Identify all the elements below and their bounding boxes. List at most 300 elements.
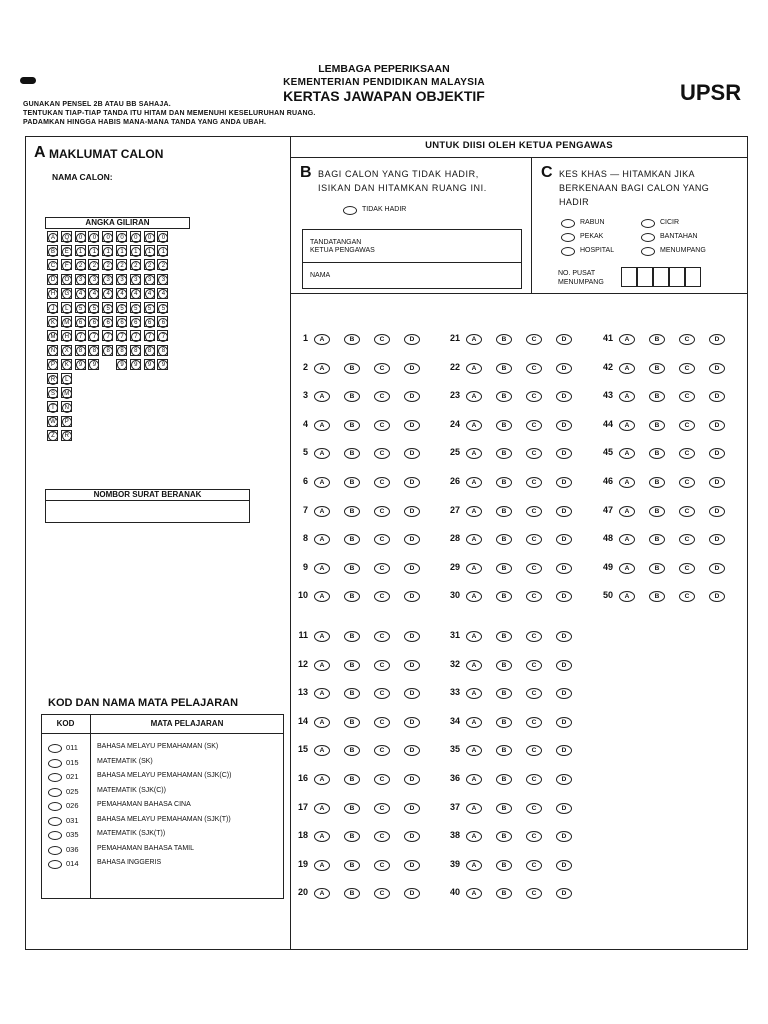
answer-bubble[interactable]: A [314, 534, 330, 545]
angka-bubble[interactable] [88, 330, 99, 341]
answer-bubble[interactable]: C [679, 448, 695, 459]
angka-bubble[interactable] [75, 345, 86, 356]
answer-bubble[interactable]: A [619, 534, 635, 545]
answer-bubble[interactable]: A [314, 591, 330, 602]
answer-bubble[interactable]: C [526, 334, 542, 345]
answer-bubble[interactable]: A [466, 534, 482, 545]
angka-bubble[interactable] [47, 274, 58, 285]
angka-bubble[interactable] [116, 345, 127, 356]
angka-bubble[interactable] [61, 330, 72, 341]
answer-bubble[interactable]: B [344, 660, 360, 671]
answer-bubble[interactable]: C [526, 745, 542, 756]
angka-bubble[interactable] [88, 259, 99, 270]
angka-bubble[interactable] [116, 274, 127, 285]
answer-bubble[interactable]: B [496, 563, 512, 574]
answer-bubble[interactable]: D [404, 391, 420, 402]
answer-bubble[interactable]: A [314, 420, 330, 431]
answer-bubble[interactable]: C [679, 391, 695, 402]
answer-bubble[interactable]: B [496, 745, 512, 756]
answer-bubble[interactable]: B [496, 774, 512, 785]
angka-bubble[interactable] [88, 288, 99, 299]
answer-bubble[interactable]: D [404, 363, 420, 374]
angka-bubble[interactable] [144, 302, 155, 313]
angka-bubble[interactable] [116, 359, 127, 370]
angka-bubble[interactable] [157, 231, 168, 242]
answer-bubble[interactable]: B [344, 888, 360, 899]
angka-bubble[interactable] [130, 245, 141, 256]
angka-bubble[interactable] [157, 302, 168, 313]
answer-bubble[interactable]: B [344, 688, 360, 699]
answer-bubble[interactable]: B [344, 631, 360, 642]
angka-bubble[interactable] [88, 274, 99, 285]
answer-bubble[interactable]: A [466, 591, 482, 602]
answer-bubble[interactable]: C [374, 591, 390, 602]
answer-bubble[interactable]: B [649, 391, 665, 402]
tidak-hadir-bubble[interactable] [343, 206, 357, 215]
answer-bubble[interactable]: B [344, 448, 360, 459]
answer-bubble[interactable]: C [374, 563, 390, 574]
angka-bubble[interactable] [157, 316, 168, 327]
angka-bubble[interactable] [61, 387, 72, 398]
angka-bubble[interactable] [75, 274, 86, 285]
angka-bubble[interactable] [130, 302, 141, 313]
answer-bubble[interactable]: B [649, 420, 665, 431]
angka-bubble[interactable] [144, 274, 155, 285]
angka-bubble[interactable] [157, 259, 168, 270]
answer-bubble[interactable]: B [344, 506, 360, 517]
subject-bubble[interactable] [48, 831, 62, 840]
answer-bubble[interactable]: B [649, 363, 665, 374]
angka-bubble[interactable] [88, 231, 99, 242]
angka-bubble[interactable] [47, 302, 58, 313]
answer-bubble[interactable]: D [556, 391, 572, 402]
answer-bubble[interactable]: C [374, 448, 390, 459]
angka-bubble[interactable] [116, 259, 127, 270]
answer-bubble[interactable]: C [526, 831, 542, 842]
answer-bubble[interactable]: C [526, 563, 542, 574]
answer-bubble[interactable]: A [314, 660, 330, 671]
pusat-box[interactable] [685, 267, 701, 287]
answer-bubble[interactable]: C [526, 803, 542, 814]
angka-bubble[interactable] [61, 430, 72, 441]
angka-bubble[interactable] [102, 316, 113, 327]
answer-bubble[interactable]: A [314, 391, 330, 402]
answer-bubble[interactable]: B [344, 334, 360, 345]
answer-bubble[interactable]: B [496, 420, 512, 431]
answer-bubble[interactable]: B [344, 803, 360, 814]
answer-bubble[interactable]: D [404, 334, 420, 345]
answer-bubble[interactable]: B [649, 506, 665, 517]
answer-bubble[interactable]: D [556, 563, 572, 574]
answer-bubble[interactable]: B [344, 477, 360, 488]
answer-bubble[interactable]: C [679, 477, 695, 488]
angka-bubble[interactable] [130, 274, 141, 285]
angka-bubble[interactable] [75, 231, 86, 242]
angka-bubble[interactable] [61, 274, 72, 285]
answer-bubble[interactable]: C [526, 420, 542, 431]
answer-bubble[interactable]: D [709, 363, 725, 374]
angka-bubble[interactable] [61, 245, 72, 256]
answer-bubble[interactable]: D [404, 860, 420, 871]
answer-bubble[interactable]: A [314, 334, 330, 345]
answer-bubble[interactable]: D [404, 745, 420, 756]
answer-bubble[interactable]: B [496, 717, 512, 728]
answer-bubble[interactable]: B [496, 591, 512, 602]
angka-giliran-grid[interactable] [45, 229, 190, 464]
angka-bubble[interactable] [157, 245, 168, 256]
angka-bubble[interactable] [75, 288, 86, 299]
answer-bubble[interactable]: C [526, 631, 542, 642]
answer-bubble[interactable]: A [314, 774, 330, 785]
answer-bubble[interactable]: D [556, 534, 572, 545]
answer-bubble[interactable]: C [374, 717, 390, 728]
answer-bubble[interactable]: B [344, 860, 360, 871]
answer-bubble[interactable]: C [526, 591, 542, 602]
answer-bubble[interactable]: B [344, 774, 360, 785]
answer-bubble[interactable]: D [556, 888, 572, 899]
pusat-box[interactable] [621, 267, 637, 287]
answer-bubble[interactable]: D [404, 563, 420, 574]
angka-bubble[interactable] [75, 316, 86, 327]
angka-bubble[interactable] [130, 345, 141, 356]
answer-bubble[interactable]: B [496, 688, 512, 699]
answer-bubble[interactable]: A [466, 420, 482, 431]
answer-bubble[interactable]: C [679, 534, 695, 545]
answer-bubble[interactable]: C [374, 506, 390, 517]
angka-bubble[interactable] [75, 259, 86, 270]
angka-bubble[interactable] [144, 316, 155, 327]
angka-bubble[interactable] [47, 373, 58, 384]
answer-bubble[interactable]: A [466, 506, 482, 517]
answer-bubble[interactable]: A [619, 591, 635, 602]
answer-bubble[interactable]: C [526, 717, 542, 728]
angka-bubble[interactable] [88, 359, 99, 370]
answer-bubble[interactable]: D [556, 831, 572, 842]
angka-bubble[interactable] [102, 330, 113, 341]
answer-bubble[interactable]: A [314, 506, 330, 517]
subject-bubble[interactable] [48, 846, 62, 855]
kes-bubble[interactable] [641, 247, 655, 256]
kes-bubble[interactable] [641, 233, 655, 242]
kes-bubble[interactable] [561, 233, 575, 242]
answer-bubble[interactable]: A [619, 506, 635, 517]
answer-bubble[interactable]: A [314, 831, 330, 842]
angka-bubble[interactable] [61, 231, 72, 242]
angka-bubble[interactable] [47, 316, 58, 327]
answer-bubble[interactable]: D [556, 745, 572, 756]
angka-bubble[interactable] [47, 359, 58, 370]
answer-bubble[interactable]: A [466, 631, 482, 642]
answer-bubble[interactable]: C [526, 363, 542, 374]
pusat-boxes[interactable] [621, 267, 701, 287]
answer-bubble[interactable]: D [556, 774, 572, 785]
answer-bubble[interactable]: D [556, 363, 572, 374]
answer-bubble[interactable]: A [314, 888, 330, 899]
answer-bubble[interactable]: A [314, 363, 330, 374]
answer-bubble[interactable]: A [466, 745, 482, 756]
angka-bubble[interactable] [130, 359, 141, 370]
answer-bubble[interactable]: D [404, 506, 420, 517]
angka-bubble[interactable] [88, 245, 99, 256]
angka-bubble[interactable] [116, 302, 127, 313]
answer-bubble[interactable]: B [496, 534, 512, 545]
answer-bubble[interactable]: D [404, 660, 420, 671]
answer-bubble[interactable]: C [374, 631, 390, 642]
answer-bubble[interactable]: B [496, 860, 512, 871]
answer-bubble[interactable]: A [619, 477, 635, 488]
angka-bubble[interactable] [88, 316, 99, 327]
answer-bubble[interactable]: C [526, 477, 542, 488]
answer-bubble[interactable]: A [466, 660, 482, 671]
answer-bubble[interactable]: C [679, 420, 695, 431]
answer-bubble[interactable]: A [466, 688, 482, 699]
angka-bubble[interactable] [130, 330, 141, 341]
angka-bubble[interactable] [61, 416, 72, 427]
answer-bubble[interactable]: A [314, 477, 330, 488]
answer-bubble[interactable]: A [314, 717, 330, 728]
answer-bubble[interactable]: D [709, 506, 725, 517]
answer-bubble[interactable]: D [404, 477, 420, 488]
answer-bubble[interactable]: C [374, 334, 390, 345]
answer-bubble[interactable]: B [344, 591, 360, 602]
angka-bubble[interactable] [88, 302, 99, 313]
answer-bubble[interactable]: D [709, 391, 725, 402]
answer-bubble[interactable]: C [374, 477, 390, 488]
angka-bubble[interactable] [116, 231, 127, 242]
angka-bubble[interactable] [61, 373, 72, 384]
answer-bubble[interactable]: B [496, 631, 512, 642]
answer-bubble[interactable]: C [374, 420, 390, 431]
angka-bubble[interactable] [157, 274, 168, 285]
angka-bubble[interactable] [102, 345, 113, 356]
answer-bubble[interactable]: C [526, 860, 542, 871]
angka-bubble[interactable] [75, 302, 86, 313]
answer-bubble[interactable]: B [496, 363, 512, 374]
answer-bubble[interactable]: C [374, 534, 390, 545]
answer-bubble[interactable]: D [404, 803, 420, 814]
angka-bubble[interactable] [144, 345, 155, 356]
answer-bubble[interactable]: D [404, 591, 420, 602]
answer-bubble[interactable]: A [466, 391, 482, 402]
answer-bubble[interactable]: A [466, 363, 482, 374]
answer-bubble[interactable]: C [526, 888, 542, 899]
answer-bubble[interactable]: B [649, 563, 665, 574]
answer-bubble[interactable]: A [466, 334, 482, 345]
answer-bubble[interactable]: A [466, 448, 482, 459]
answer-bubble[interactable]: D [709, 334, 725, 345]
answer-bubble[interactable]: C [526, 660, 542, 671]
angka-bubble[interactable] [61, 401, 72, 412]
angka-bubble[interactable] [130, 316, 141, 327]
pengawas-box[interactable] [302, 229, 522, 289]
answer-bubble[interactable]: A [619, 448, 635, 459]
answer-bubble[interactable]: A [619, 363, 635, 374]
angka-bubble[interactable] [144, 359, 155, 370]
answer-bubble[interactable]: B [496, 506, 512, 517]
answer-bubble[interactable]: B [344, 563, 360, 574]
answer-bubble[interactable]: B [496, 448, 512, 459]
answer-bubble[interactable]: D [556, 631, 572, 642]
answer-bubble[interactable]: D [556, 717, 572, 728]
angka-bubble[interactable] [102, 245, 113, 256]
answer-bubble[interactable]: C [374, 860, 390, 871]
angka-bubble[interactable] [157, 359, 168, 370]
subject-bubble[interactable] [48, 788, 62, 797]
angka-bubble[interactable] [116, 245, 127, 256]
answer-bubble[interactable]: A [314, 803, 330, 814]
answer-bubble[interactable]: B [344, 363, 360, 374]
answer-bubble[interactable]: D [404, 420, 420, 431]
angka-bubble[interactable] [75, 330, 86, 341]
answer-bubble[interactable]: B [344, 534, 360, 545]
answer-bubble[interactable]: D [404, 534, 420, 545]
angka-bubble[interactable] [61, 359, 72, 370]
angka-bubble[interactable] [144, 245, 155, 256]
answer-bubble[interactable]: B [649, 334, 665, 345]
answer-bubble[interactable]: A [314, 448, 330, 459]
answer-bubble[interactable]: A [466, 563, 482, 574]
answer-bubble[interactable]: B [496, 803, 512, 814]
angka-bubble[interactable] [144, 330, 155, 341]
angka-bubble[interactable] [157, 330, 168, 341]
answer-bubble[interactable]: C [374, 745, 390, 756]
answer-bubble[interactable]: C [374, 774, 390, 785]
answer-bubble[interactable]: B [496, 660, 512, 671]
answer-bubble[interactable]: C [374, 660, 390, 671]
angka-bubble[interactable] [47, 259, 58, 270]
answer-bubble[interactable]: A [466, 860, 482, 871]
angka-bubble[interactable] [144, 231, 155, 242]
angka-bubble[interactable] [130, 231, 141, 242]
answer-bubble[interactable]: B [344, 391, 360, 402]
answer-bubble[interactable]: D [404, 717, 420, 728]
answer-bubble[interactable]: D [556, 591, 572, 602]
pusat-box[interactable] [637, 267, 653, 287]
answer-bubble[interactable]: C [679, 363, 695, 374]
answer-bubble[interactable]: D [404, 448, 420, 459]
subject-bubble[interactable] [48, 860, 62, 869]
answer-bubble[interactable]: C [374, 888, 390, 899]
angka-bubble[interactable] [47, 416, 58, 427]
answer-bubble[interactable]: C [374, 831, 390, 842]
answer-bubble[interactable]: D [709, 591, 725, 602]
answer-bubble[interactable]: A [466, 477, 482, 488]
answer-bubble[interactable]: B [496, 888, 512, 899]
angka-bubble[interactable] [61, 316, 72, 327]
answer-bubble[interactable]: B [496, 831, 512, 842]
answer-bubble[interactable]: A [619, 420, 635, 431]
angka-bubble[interactable] [47, 430, 58, 441]
angka-bubble[interactable] [47, 345, 58, 356]
answer-bubble[interactable]: B [344, 831, 360, 842]
answer-bubble[interactable]: B [649, 591, 665, 602]
subject-bubble[interactable] [48, 802, 62, 811]
answer-bubble[interactable]: D [556, 477, 572, 488]
answer-bubble[interactable]: C [374, 363, 390, 374]
angka-bubble[interactable] [75, 359, 86, 370]
answer-bubble[interactable]: B [649, 534, 665, 545]
angka-bubble[interactable] [144, 259, 155, 270]
answer-bubble[interactable]: C [679, 591, 695, 602]
answer-bubble[interactable]: A [466, 803, 482, 814]
answer-bubble[interactable]: C [374, 391, 390, 402]
angka-bubble[interactable] [61, 288, 72, 299]
answer-bubble[interactable]: A [619, 563, 635, 574]
angka-bubble[interactable] [88, 345, 99, 356]
answer-bubble[interactable]: C [526, 774, 542, 785]
answer-bubble[interactable]: D [709, 563, 725, 574]
angka-bubble[interactable] [47, 288, 58, 299]
answer-bubble[interactable]: D [709, 534, 725, 545]
angka-bubble[interactable] [157, 345, 168, 356]
angka-bubble[interactable] [102, 259, 113, 270]
answer-bubble[interactable]: D [556, 860, 572, 871]
answer-bubble[interactable]: C [679, 334, 695, 345]
answer-bubble[interactable]: D [404, 631, 420, 642]
answer-bubble[interactable]: C [526, 448, 542, 459]
answer-bubble[interactable]: D [709, 448, 725, 459]
answer-bubble[interactable]: A [314, 745, 330, 756]
answer-bubble[interactable]: B [649, 477, 665, 488]
answer-bubble[interactable]: B [344, 420, 360, 431]
angka-bubble[interactable] [61, 345, 72, 356]
answer-bubble[interactable]: A [314, 688, 330, 699]
answer-bubble[interactable]: B [344, 717, 360, 728]
answer-bubble[interactable]: A [314, 860, 330, 871]
answer-bubble[interactable]: D [404, 888, 420, 899]
answer-bubble[interactable]: B [496, 477, 512, 488]
subject-bubble[interactable] [48, 744, 62, 753]
pusat-box[interactable] [653, 267, 669, 287]
answer-bubble[interactable]: D [556, 334, 572, 345]
angka-bubble[interactable] [102, 302, 113, 313]
angka-bubble[interactable] [102, 274, 113, 285]
answer-bubble[interactable]: B [649, 448, 665, 459]
angka-bubble[interactable] [157, 288, 168, 299]
answer-bubble[interactable]: D [709, 420, 725, 431]
answer-bubble[interactable]: A [466, 888, 482, 899]
answer-bubble[interactable]: B [496, 391, 512, 402]
answer-bubble[interactable]: D [404, 688, 420, 699]
answer-bubble[interactable]: C [679, 506, 695, 517]
angka-bubble[interactable] [47, 401, 58, 412]
pusat-box[interactable] [669, 267, 685, 287]
answer-bubble[interactable]: D [556, 688, 572, 699]
answer-bubble[interactable]: C [679, 563, 695, 574]
angka-bubble[interactable] [47, 245, 58, 256]
subject-bubble[interactable] [48, 773, 62, 782]
answer-bubble[interactable]: A [466, 774, 482, 785]
answer-bubble[interactable]: D [404, 774, 420, 785]
angka-bubble[interactable] [144, 288, 155, 299]
answer-bubble[interactable]: A [466, 831, 482, 842]
angka-bubble[interactable] [47, 387, 58, 398]
answer-bubble[interactable]: D [556, 660, 572, 671]
answer-bubble[interactable]: A [466, 717, 482, 728]
angka-bubble[interactable] [47, 231, 58, 242]
answer-bubble[interactable]: D [556, 803, 572, 814]
angka-bubble[interactable] [116, 288, 127, 299]
kes-bubble[interactable] [561, 219, 575, 228]
answer-bubble[interactable]: C [526, 506, 542, 517]
answer-bubble[interactable]: C [526, 391, 542, 402]
angka-bubble[interactable] [61, 259, 72, 270]
answer-bubble[interactable]: A [314, 631, 330, 642]
answer-bubble[interactable]: A [619, 334, 635, 345]
angka-bubble[interactable] [75, 245, 86, 256]
angka-bubble[interactable] [61, 302, 72, 313]
answer-bubble[interactable]: A [619, 391, 635, 402]
